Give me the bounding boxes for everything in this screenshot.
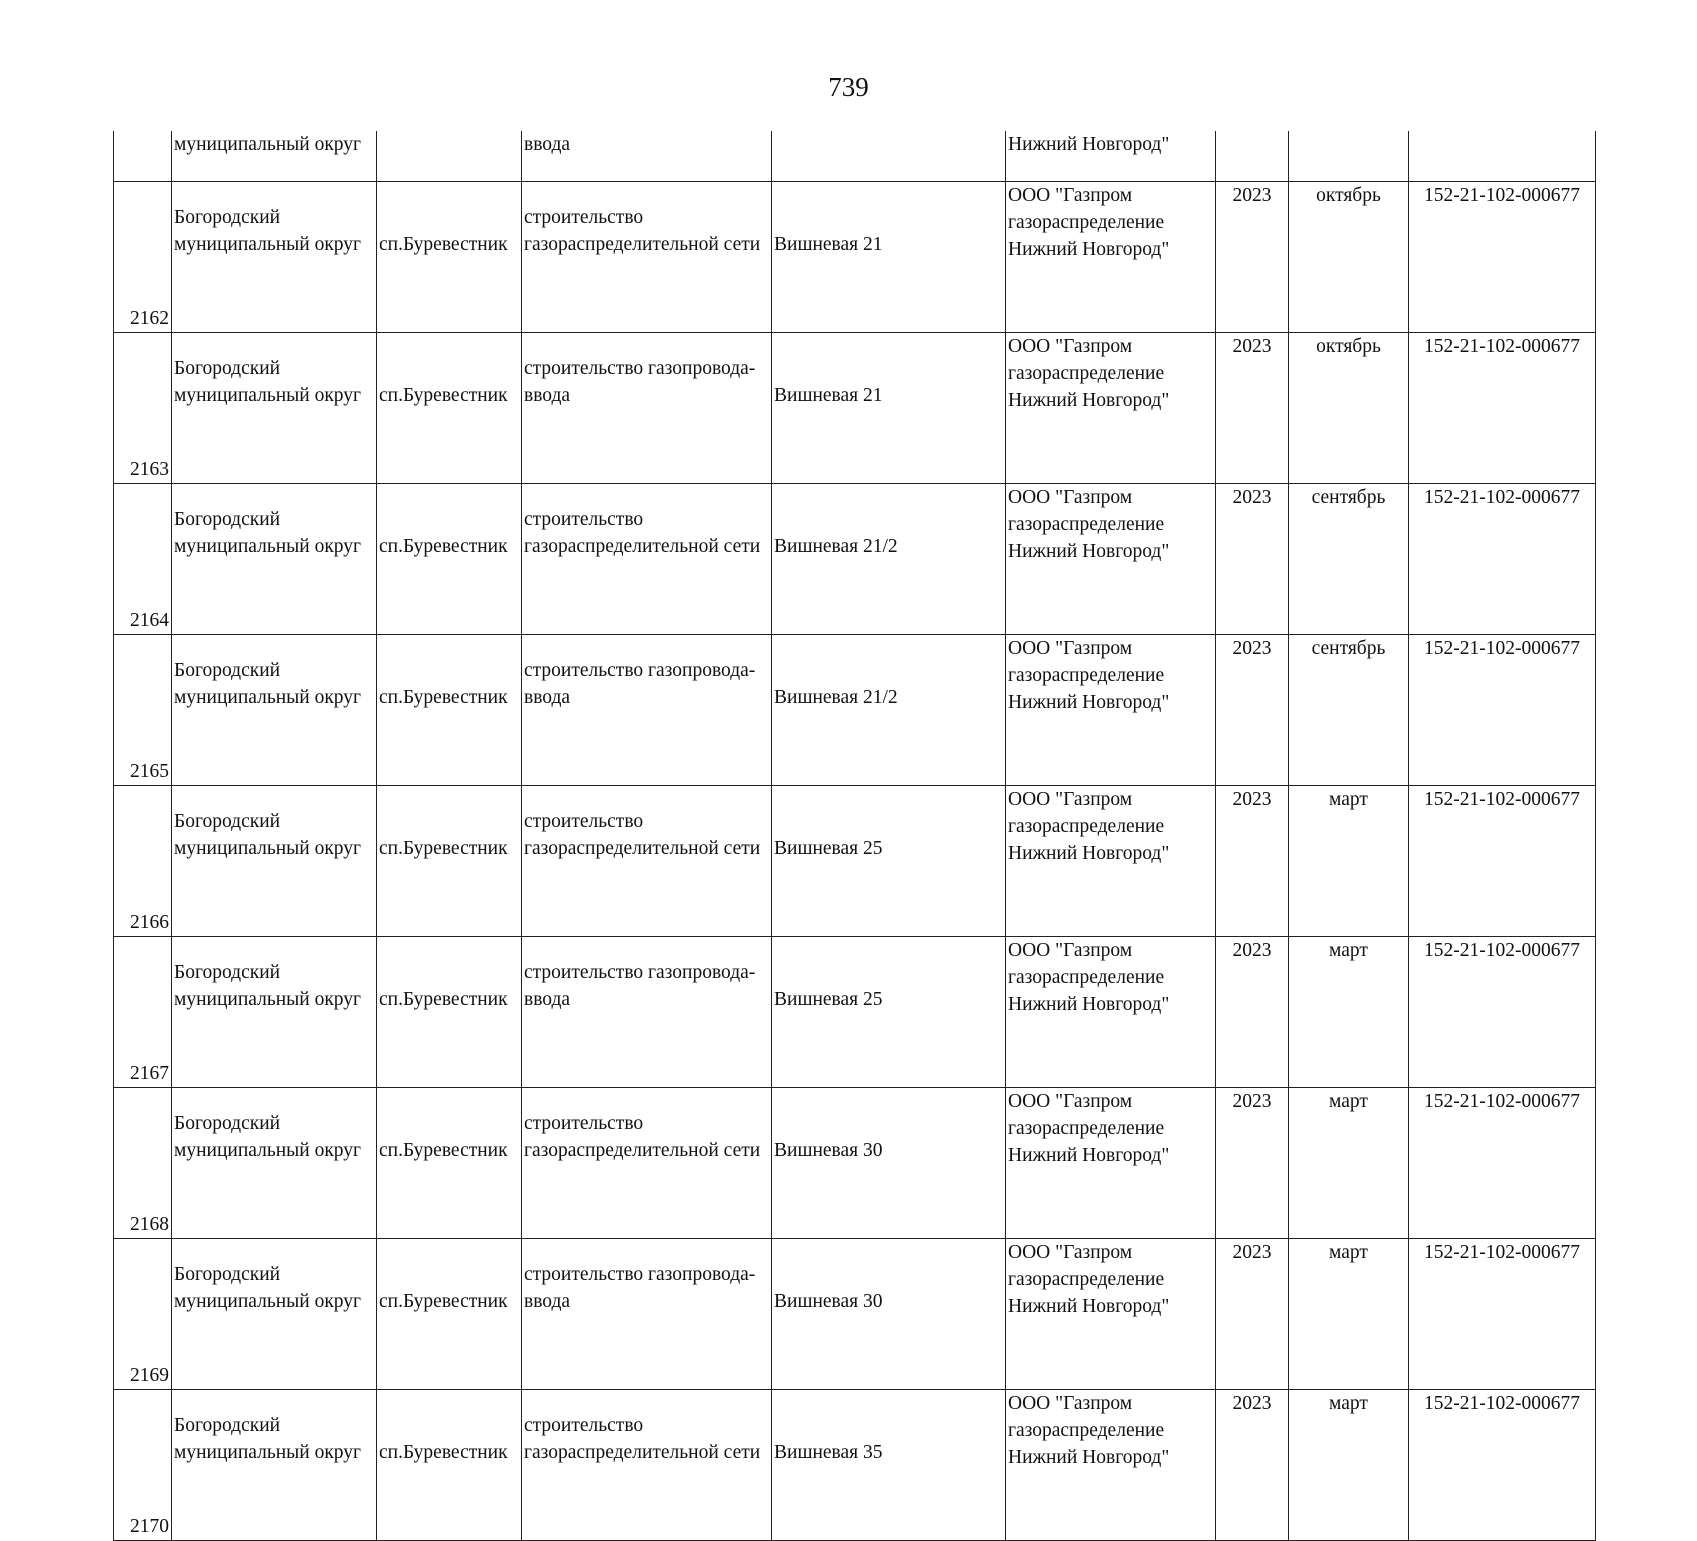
- cell-work: строительство газопровода- ввода: [522, 635, 772, 786]
- cell-year: [1216, 131, 1289, 182]
- cell-work: строительство газораспределительной сети: [522, 484, 772, 635]
- cell-settlement: сп.Буревестник: [377, 1390, 522, 1541]
- cell-year: 2023: [1216, 937, 1289, 1088]
- cell-org: ООО "Газпром газораспределение Нижний Новгород": [1006, 786, 1216, 937]
- cell-month: [1289, 131, 1409, 182]
- cell-num: 2168: [114, 1088, 172, 1239]
- cell-address: Вишневая 35: [772, 1390, 1006, 1541]
- cell-work: строительство газораспределительной сети: [522, 1390, 772, 1541]
- cell-month: октябрь: [1289, 182, 1409, 333]
- cell-settlement: сп.Буревестник: [377, 786, 522, 937]
- cell-code: 152-21-102-000677: [1409, 182, 1596, 333]
- cell-year: 2023: [1216, 1088, 1289, 1239]
- cell-district: Богородский муниципальный округ: [172, 1088, 377, 1239]
- cell-address: Вишневая 21/2: [772, 484, 1006, 635]
- cell-year: 2023: [1216, 1239, 1289, 1390]
- cell-district: Богородский муниципальный округ: [172, 937, 377, 1088]
- cell-num: [114, 131, 172, 182]
- cell-work: строительство газораспределительной сети: [522, 1088, 772, 1239]
- cell-settlement: сп.Буревестник: [377, 937, 522, 1088]
- cell-district: Богородский муниципальный округ: [172, 1390, 377, 1541]
- cell-num: 2170: [114, 1390, 172, 1541]
- cell-settlement: сп.Буревестник: [377, 635, 522, 786]
- cell-district: Богородский муниципальный округ: [172, 182, 377, 333]
- cell-work: строительство газораспределительной сети: [522, 182, 772, 333]
- cell-settlement: сп.Буревестник: [377, 333, 522, 484]
- cell-settlement: сп.Буревестник: [377, 484, 522, 635]
- table-row: [114, 1390, 1596, 1541]
- cell-district: Богородский муниципальный округ: [172, 333, 377, 484]
- cell-num: 2166: [114, 786, 172, 937]
- cell-org: ООО "Газпром газораспределение Нижний Новгород": [1006, 635, 1216, 786]
- cell-org: ООО "Газпром газораспределение Нижний Новгород": [1006, 333, 1216, 484]
- cell-org: ООО "Газпром газораспределение Нижний Новгород": [1006, 937, 1216, 1088]
- cell-settlement: сп.Буревестник: [377, 1239, 522, 1390]
- cell-code: [1409, 131, 1596, 182]
- cell-org: ООО "Газпром газораспределение Нижний Новгород": [1006, 1088, 1216, 1239]
- cell-org: ООО "Газпром газораспределение Нижний Новгород": [1006, 182, 1216, 333]
- cell-code: 152-21-102-000677: [1409, 1088, 1596, 1239]
- cell-month: март: [1289, 786, 1409, 937]
- table-row: [114, 333, 1596, 484]
- cell-year: 2023: [1216, 635, 1289, 786]
- cell-code: 152-21-102-000677: [1409, 1239, 1596, 1390]
- cell-settlement: [377, 131, 522, 182]
- table-row: [114, 635, 1596, 786]
- cell-code: 152-21-102-000677: [1409, 635, 1596, 786]
- cell-year: 2023: [1216, 484, 1289, 635]
- cell-org: Нижний Новгород": [1006, 131, 1216, 182]
- cell-district: Богородский муниципальный округ: [172, 786, 377, 937]
- cell-year: 2023: [1216, 786, 1289, 937]
- cell-month: март: [1289, 1088, 1409, 1239]
- cell-work: строительство газопровода- ввода: [522, 333, 772, 484]
- cell-address: [772, 131, 1006, 182]
- cell-year: 2023: [1216, 333, 1289, 484]
- cell-month: март: [1289, 1390, 1409, 1541]
- cell-address: Вишневая 21: [772, 182, 1006, 333]
- cell-num: 2164: [114, 484, 172, 635]
- cell-address: Вишневая 30: [772, 1239, 1006, 1390]
- cell-work: строительство газораспределительной сети: [522, 786, 772, 937]
- cell-month: сентябрь: [1289, 635, 1409, 786]
- cell-address: Вишневая 25: [772, 937, 1006, 1088]
- table-row: [114, 937, 1596, 1088]
- cell-year: 2023: [1216, 1390, 1289, 1541]
- cell-month: сентябрь: [1289, 484, 1409, 635]
- cell-work: ввода: [522, 131, 772, 182]
- table-row: [114, 182, 1596, 333]
- table-row: [114, 1239, 1596, 1390]
- cell-num: 2169: [114, 1239, 172, 1390]
- cell-district: Богородский муниципальный округ: [172, 484, 377, 635]
- cell-month: март: [1289, 937, 1409, 1088]
- cell-num: 2163: [114, 333, 172, 484]
- table-row: [114, 484, 1596, 635]
- cell-district: муниципальный округ: [172, 131, 377, 182]
- cell-address: Вишневая 30: [772, 1088, 1006, 1239]
- cell-org: ООО "Газпром газораспределение Нижний Новгород": [1006, 484, 1216, 635]
- table-row-continuation: [114, 131, 1596, 182]
- cell-address: Вишневая 21: [772, 333, 1006, 484]
- cell-address: Вишневая 21/2: [772, 635, 1006, 786]
- cell-year: 2023: [1216, 182, 1289, 333]
- cell-code: 152-21-102-000677: [1409, 333, 1596, 484]
- cell-address: Вишневая 25: [772, 786, 1006, 937]
- page-number: 739: [828, 72, 869, 102]
- cell-code: 152-21-102-000677: [1409, 786, 1596, 937]
- cell-code: 152-21-102-000677: [1409, 484, 1596, 635]
- cell-org: ООО "Газпром газораспределение Нижний Новгород": [1006, 1390, 1216, 1541]
- cell-num: 2167: [114, 937, 172, 1088]
- cell-district: Богородский муниципальный округ: [172, 635, 377, 786]
- table-row: [114, 1088, 1596, 1239]
- table-row: [114, 786, 1596, 937]
- cell-month: октябрь: [1289, 333, 1409, 484]
- cell-code: 152-21-102-000677: [1409, 1390, 1596, 1541]
- cell-month: март: [1289, 1239, 1409, 1390]
- cell-org: ООО "Газпром газораспределение Нижний Новгород": [1006, 1239, 1216, 1390]
- cell-code: 152-21-102-000677: [1409, 937, 1596, 1088]
- cell-district: Богородский муниципальный округ: [172, 1239, 377, 1390]
- cell-work: строительство газопровода- ввода: [522, 937, 772, 1088]
- cell-work: строительство газопровода- ввода: [522, 1239, 772, 1390]
- gas-network-table: [113, 131, 1596, 1541]
- cell-settlement: сп.Буревестник: [377, 182, 522, 333]
- cell-num: 2165: [114, 635, 172, 786]
- cell-num: 2162: [114, 182, 172, 333]
- cell-settlement: сп.Буревестник: [377, 1088, 522, 1239]
